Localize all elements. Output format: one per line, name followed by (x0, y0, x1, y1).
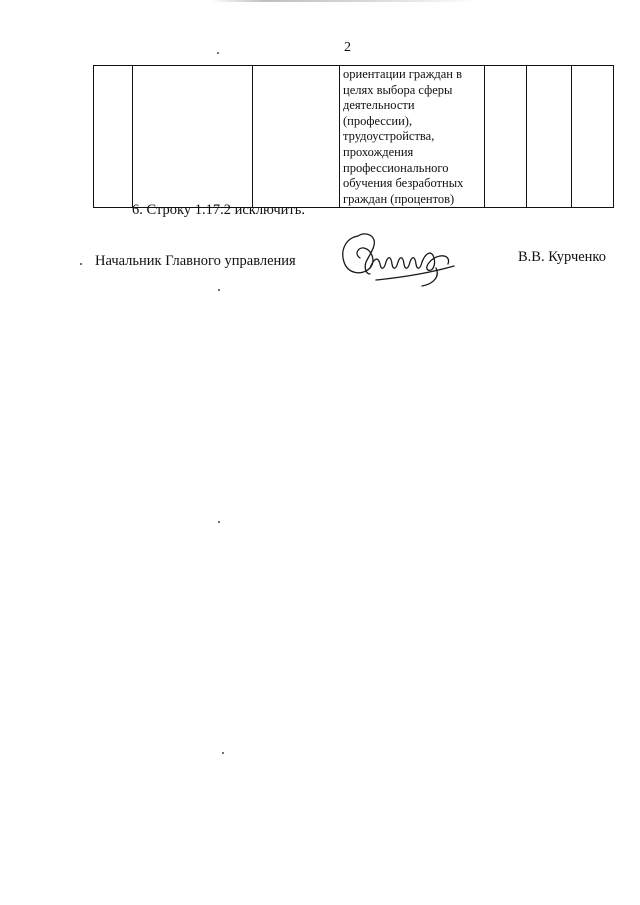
signer-title: Начальник Главного управления (95, 253, 296, 269)
scan-speck (218, 521, 220, 523)
scan-speck (222, 752, 224, 754)
table-cell-value-1 (485, 66, 527, 208)
table-row (94, 66, 614, 208)
indicator-table (93, 65, 614, 208)
table-cell-description (340, 66, 485, 208)
table-cell-value-3 (572, 66, 614, 208)
scan-speck (218, 289, 220, 291)
scan-speck (217, 52, 219, 54)
page-number: 2 (344, 40, 351, 55)
signer-name: В.В. Курченко (518, 249, 606, 265)
scan-speck (80, 263, 82, 265)
instruction-text: 6. Строку 1.17.2 исключить. (132, 202, 305, 218)
table-cell-value-2 (527, 66, 572, 208)
scan-edge-mark (210, 0, 480, 2)
table-cell-number (94, 66, 133, 208)
table-cell-indicator (133, 66, 253, 208)
table-cell-unit (253, 66, 340, 208)
handwritten-signature (336, 228, 466, 290)
description-text: ориентации граждан в целях выбора сферы деятельности (профессии), трудоустройства, прохождения профессионального обучения безработных граждан (процентов) (343, 67, 464, 206)
